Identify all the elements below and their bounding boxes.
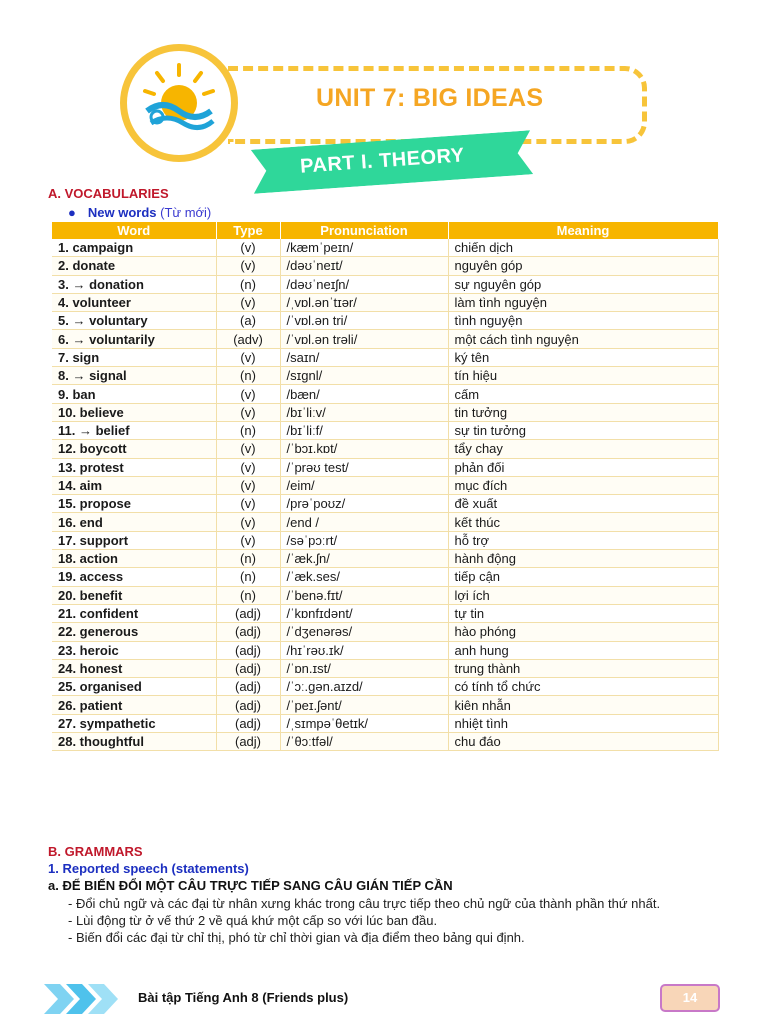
table-row [52, 696, 718, 714]
unit-logo [120, 44, 238, 162]
cell-type: (v) [216, 403, 280, 421]
cell-meaning: chu đáo [448, 733, 718, 751]
cell-word: 13. protest [52, 458, 216, 476]
cell-word: 6. → voluntarily [52, 330, 216, 348]
cell-word: 7. sign [52, 348, 216, 366]
cell-type: (adj) [216, 659, 280, 677]
cell-type: (a) [216, 312, 280, 330]
cell-type: (n) [216, 586, 280, 604]
table-row [52, 604, 718, 622]
cell-type: (adv) [216, 330, 280, 348]
table-row [52, 623, 718, 641]
cell-meaning: có tính tổ chức [448, 678, 718, 696]
part-title: PART I. THEORY [299, 144, 466, 178]
cell-pronunciation: /bɪˈliːv/ [280, 403, 448, 421]
cell-word: 5. → voluntary [52, 312, 216, 330]
table-row [52, 495, 718, 513]
cell-type: (v) [216, 531, 280, 549]
table-row [52, 257, 718, 275]
table-row [52, 659, 718, 677]
cell-meaning: tẩy chay [448, 440, 718, 458]
cell-word: 15. propose [52, 495, 216, 513]
cell-type: (n) [216, 421, 280, 439]
header-meaning: Meaning [448, 222, 718, 239]
table-row [52, 312, 718, 330]
cell-pronunciation: /prəˈpoʊz/ [280, 495, 448, 513]
page-number: 14 [660, 984, 720, 1012]
cell-word: 23. heroic [52, 641, 216, 659]
cell-pronunciation: /ˈpeɪ.ʃənt/ [280, 696, 448, 714]
cell-pronunciation: /ˌvɒl.ənˈtɪər/ [280, 293, 448, 311]
cell-meaning: kết thúc [448, 513, 718, 531]
sun-wave-icon [127, 51, 231, 155]
table-row [52, 275, 718, 293]
cell-meaning: tự tin [448, 604, 718, 622]
cell-type: (adj) [216, 604, 280, 622]
cell-meaning: nguyên góp [448, 257, 718, 275]
cell-pronunciation: /ˈɒn.ɪst/ [280, 659, 448, 677]
table-row [52, 641, 718, 659]
cell-meaning: tình nguyện [448, 312, 718, 330]
cell-word: 10. believe [52, 403, 216, 421]
cell-word: 16. end [52, 513, 216, 531]
cell-word: 17. support [52, 531, 216, 549]
cell-pronunciation: /end / [280, 513, 448, 531]
cell-type: (adj) [216, 678, 280, 696]
table-row [52, 568, 718, 586]
cell-meaning: làm tình nguyện [448, 293, 718, 311]
cell-type: (v) [216, 458, 280, 476]
section-a-title: A. VOCABULARIES [48, 186, 169, 201]
cell-pronunciation: /səˈpɔːrt/ [280, 531, 448, 549]
table-row [52, 348, 718, 366]
cell-word: 2. donate [52, 257, 216, 275]
table-row [52, 733, 718, 751]
table-row [52, 421, 718, 439]
rule-item: - Biến đổi các đại từ chỉ thị, phó từ chỉ thời gian và địa điểm theo bảng qui định. [68, 930, 525, 945]
cell-type: (v) [216, 385, 280, 403]
table-row [52, 239, 718, 257]
header-word: Word [52, 222, 216, 239]
cell-word: 9. ban [52, 385, 216, 403]
cell-pronunciation: /sɪgnl/ [280, 367, 448, 385]
chevrons-right-icon [44, 984, 134, 1014]
cell-type: (n) [216, 275, 280, 293]
cell-meaning: tín hiệu [448, 367, 718, 385]
cell-meaning: tin tưởng [448, 403, 718, 421]
table-row [52, 476, 718, 494]
cell-meaning: kiên nhẫn [448, 696, 718, 714]
cell-meaning: hỗ trợ [448, 531, 718, 549]
cell-type: (adj) [216, 623, 280, 641]
table-row [52, 586, 718, 604]
cell-type: (v) [216, 476, 280, 494]
cell-meaning: hào phóng [448, 623, 718, 641]
cell-pronunciation: /saɪn/ [280, 348, 448, 366]
cell-type: (v) [216, 440, 280, 458]
cell-pronunciation: /ˈæk.ʃn/ [280, 550, 448, 568]
cell-word: 27. sympathetic [52, 714, 216, 732]
cell-word: 3. → donation [52, 275, 216, 293]
table-row [52, 440, 718, 458]
cell-meaning: sự nguyên góp [448, 275, 718, 293]
new-words-label: New words [87, 205, 157, 220]
cell-word: 19. access [52, 568, 216, 586]
cell-word: 4. volunteer [52, 293, 216, 311]
cell-word: 21. confident [52, 604, 216, 622]
cell-meaning: trung thành [448, 659, 718, 677]
rule-item: - Lùi động từ ở vế thứ 2 về quá khứ một cấp so với lúc ban đầu. [68, 913, 438, 928]
cell-word: 8. → signal [52, 367, 216, 385]
cell-type: (v) [216, 513, 280, 531]
cell-pronunciation: /bɪˈliːf/ [280, 421, 448, 439]
table-row [52, 531, 718, 549]
vocabulary-table-body [52, 239, 718, 751]
cell-meaning: nhiệt tình [448, 714, 718, 732]
table-row [52, 550, 718, 568]
table-header-row [52, 222, 718, 239]
cell-meaning: ký tên [448, 348, 718, 366]
cell-pronunciation: /kæmˈpeɪn/ [280, 239, 448, 257]
cell-type: (n) [216, 550, 280, 568]
cell-meaning: anh hung [448, 641, 718, 659]
header-pronunciation: Pronunciation [280, 222, 448, 239]
table-row [52, 678, 718, 696]
cell-word: 11. → belief [52, 421, 216, 439]
cell-pronunciation: /ˈprəʊ test/ [280, 458, 448, 476]
cell-word: 1. campaign [52, 239, 216, 257]
cell-word: 22. generous [52, 623, 216, 641]
cell-type: (adj) [216, 733, 280, 751]
new-words-heading [68, 205, 211, 220]
cell-pronunciation: /ˈdʒenərəs/ [280, 623, 448, 641]
cell-word: 25. organised [52, 678, 216, 696]
vocabulary-table [52, 222, 719, 751]
table-row [52, 367, 718, 385]
cell-meaning: đề xuất [448, 495, 718, 513]
cell-type: (v) [216, 293, 280, 311]
cell-meaning: chiến dịch [448, 239, 718, 257]
cell-meaning: phản đối [448, 458, 718, 476]
cell-pronunciation: /ˈæk.ses/ [280, 568, 448, 586]
cell-pronunciation: /eim/ [280, 476, 448, 494]
cell-meaning: lợi ích [448, 586, 718, 604]
table-row [52, 714, 718, 732]
cell-pronunciation: /ˈvɒl.ən tri/ [280, 312, 448, 330]
table-row [52, 403, 718, 421]
table-row [52, 293, 718, 311]
header-type: Type [216, 222, 280, 239]
cell-word: 28. thoughtful [52, 733, 216, 751]
table-row [52, 385, 718, 403]
cell-word: 20. benefit [52, 586, 216, 604]
cell-type: (adj) [216, 696, 280, 714]
cell-word: 18. action [52, 550, 216, 568]
cell-meaning: một cách tình nguyện [448, 330, 718, 348]
cell-pronunciation: /dəʊˈneɪt/ [280, 257, 448, 275]
cell-meaning: hành động [448, 550, 718, 568]
cell-type: (v) [216, 239, 280, 257]
cell-meaning: sự tin tưởng [448, 421, 718, 439]
cell-type: (v) [216, 257, 280, 275]
new-words-sub: (Từ mới) [160, 205, 212, 220]
cell-pronunciation: /ˈbɔɪ.kɒt/ [280, 440, 448, 458]
cell-meaning: cấm [448, 385, 718, 403]
bullet-icon: ● [68, 205, 76, 220]
cell-type: (adj) [216, 641, 280, 659]
cell-pronunciation: /ˈθɔːtfəl/ [280, 733, 448, 751]
rule-item: - Đổi chủ ngữ và các đại từ nhân xưng khác trong câu trực tiếp theo chủ ngữ của thành phần thứ nhất. [68, 896, 661, 911]
cell-meaning: mục đích [448, 476, 718, 494]
cell-pronunciation: /ˌsɪmpəˈθetɪk/ [280, 714, 448, 732]
cell-pronunciation: /ˈkɒnfɪdənt/ [280, 604, 448, 622]
table-row [52, 513, 718, 531]
cell-word: 26. patient [52, 696, 216, 714]
reported-speech-title: 1. Reported speech (statements) [48, 861, 249, 876]
unit-title: UNIT 7: BIG IDEAS [316, 84, 544, 112]
cell-pronunciation: /bæn/ [280, 385, 448, 403]
table-row [52, 458, 718, 476]
cell-word: 12. boycott [52, 440, 216, 458]
cell-type: (v) [216, 348, 280, 366]
cell-pronunciation: /dəʊˈneɪʃn/ [280, 275, 448, 293]
cell-type: (n) [216, 367, 280, 385]
cell-pronunciation: /ˈvɒl.ən trəli/ [280, 330, 448, 348]
table-row [52, 330, 718, 348]
cell-pronunciation: /ˈɔː.gən.aɪzd/ [280, 678, 448, 696]
cell-meaning: tiếp cận [448, 568, 718, 586]
cell-type: (n) [216, 568, 280, 586]
section-b-title: B. GRAMMARS [48, 844, 143, 859]
cell-word: 24. honest [52, 659, 216, 677]
book-title: Bài tập Tiếng Anh 8 (Friends plus) [138, 990, 349, 1005]
subheading-a: a. ĐỂ BIẾN ĐỔI MỘT CÂU TRỰC TIẾP SANG CÂU GIÁN TIẾP CẦN [48, 878, 453, 893]
cell-type: (v) [216, 495, 280, 513]
cell-word: 14. aim [52, 476, 216, 494]
cell-pronunciation: /ˈbenə.fɪt/ [280, 586, 448, 604]
cell-type: (adj) [216, 714, 280, 732]
rules-list [68, 895, 660, 946]
cell-pronunciation: /hɪˈrəʊ.ɪk/ [280, 641, 448, 659]
